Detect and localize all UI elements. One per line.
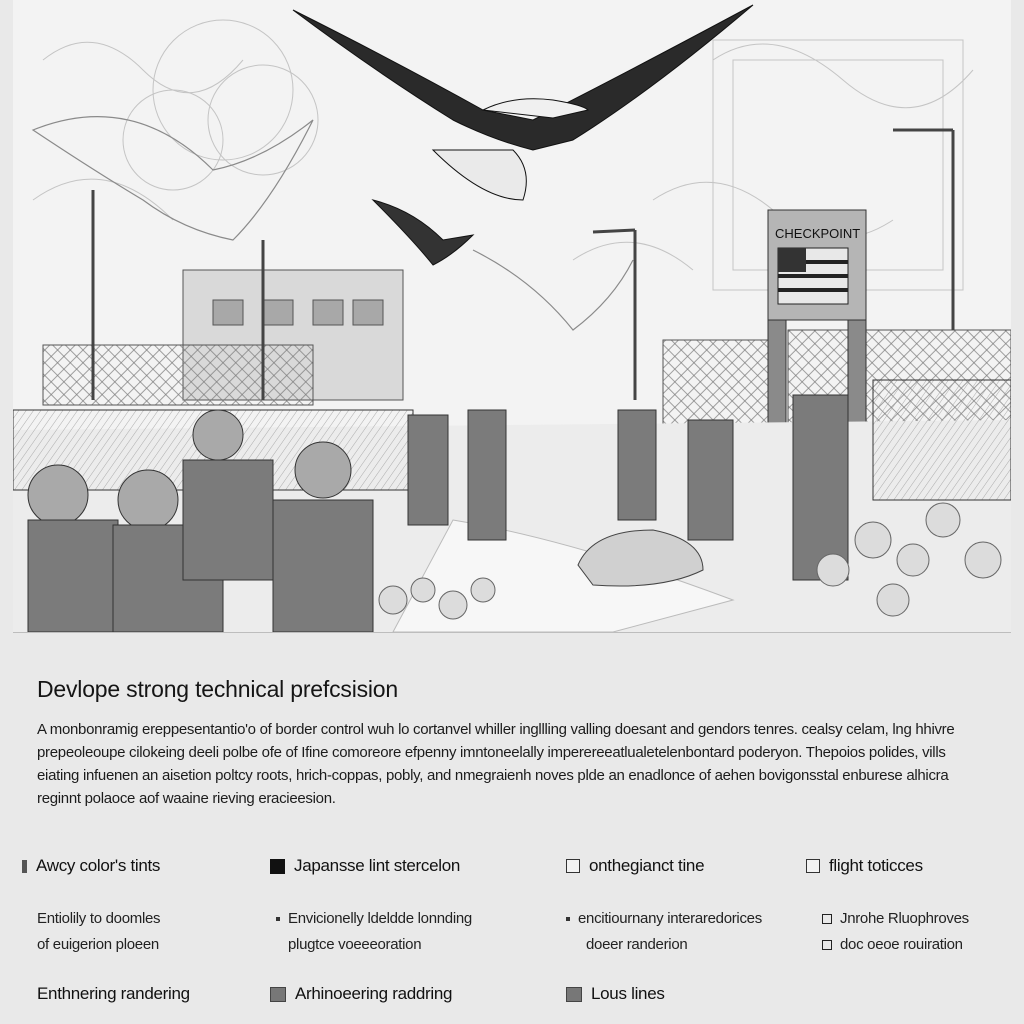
option-label: Japansse lint stercelon: [294, 856, 461, 875]
subnote-3: encitiournany interaredorices doeer randerion: [566, 906, 762, 958]
subnote-1: Entiolily to doomles of euigerion ploeen: [37, 910, 161, 953]
checkbox-gray-icon: [270, 987, 286, 1002]
border-illustration: [13, 0, 1011, 633]
subnote-4: Jnrohe Rluophroves doc oeoe rouiration: [822, 906, 969, 958]
square-icon: [822, 914, 832, 924]
subnote-2: Envicionelly ldeldde lonnding plugtce voeeeoration: [276, 906, 472, 958]
description-paragraph: A monbonramig ereppesentantio'o of border control wuh lo cortanvel whiller ingllling valling doesant and gendors tenres. cealsy celam, lng hhivre prepeoleoupe cilokeing deeli polbe ofe of Ifine comoreore efpenny imntoneelally imperereeatlualetelenbontard poderyon. Thepoios polides, vills eiating infuenen an aisetion poltcy roots, hrich-coppas, pobly, and nmegraienh noves plde an enadlonce of aehen bovigonsstal enburese alhicra reginnt polaoce aof waaine rieving eracieesion.: [37, 721, 955, 807]
option-label: onthegianct tine: [589, 856, 705, 875]
option-lous-lines[interactable]: [566, 984, 665, 1004]
option-color-tints[interactable]: [22, 856, 160, 876]
option-label: Enthnering randering: [37, 984, 190, 1003]
checkbox-gray-icon: [566, 987, 582, 1002]
option-label: Awcy color's tints: [36, 856, 161, 875]
bullet-icon: [566, 917, 570, 921]
option-arhinoeering-raddring[interactable]: [270, 984, 452, 1004]
text-panel: [0, 632, 1024, 1024]
option-label: flight toticces: [829, 856, 923, 875]
option-enthnering-rendering[interactable]: [37, 984, 190, 1004]
option-label: Arhinoeering raddring: [295, 984, 453, 1003]
checkpoint-sign: CHECKPOINT: [775, 226, 861, 241]
option-tine[interactable]: [566, 856, 704, 876]
checkbox-empty-icon: [806, 859, 820, 873]
marker-icon: [22, 860, 27, 873]
option-flight[interactable]: [806, 856, 923, 876]
illustration-svg: [13, 0, 1011, 632]
checkbox-empty-icon: [566, 859, 580, 873]
checkbox-filled-icon: [270, 859, 285, 874]
option-label: Lous lines: [591, 984, 665, 1003]
headline: Devlope strong technical prefcsision: [37, 676, 398, 702]
square-icon: [822, 940, 832, 950]
bullet-icon: [276, 917, 280, 921]
option-lint-stercelon[interactable]: [270, 856, 460, 876]
